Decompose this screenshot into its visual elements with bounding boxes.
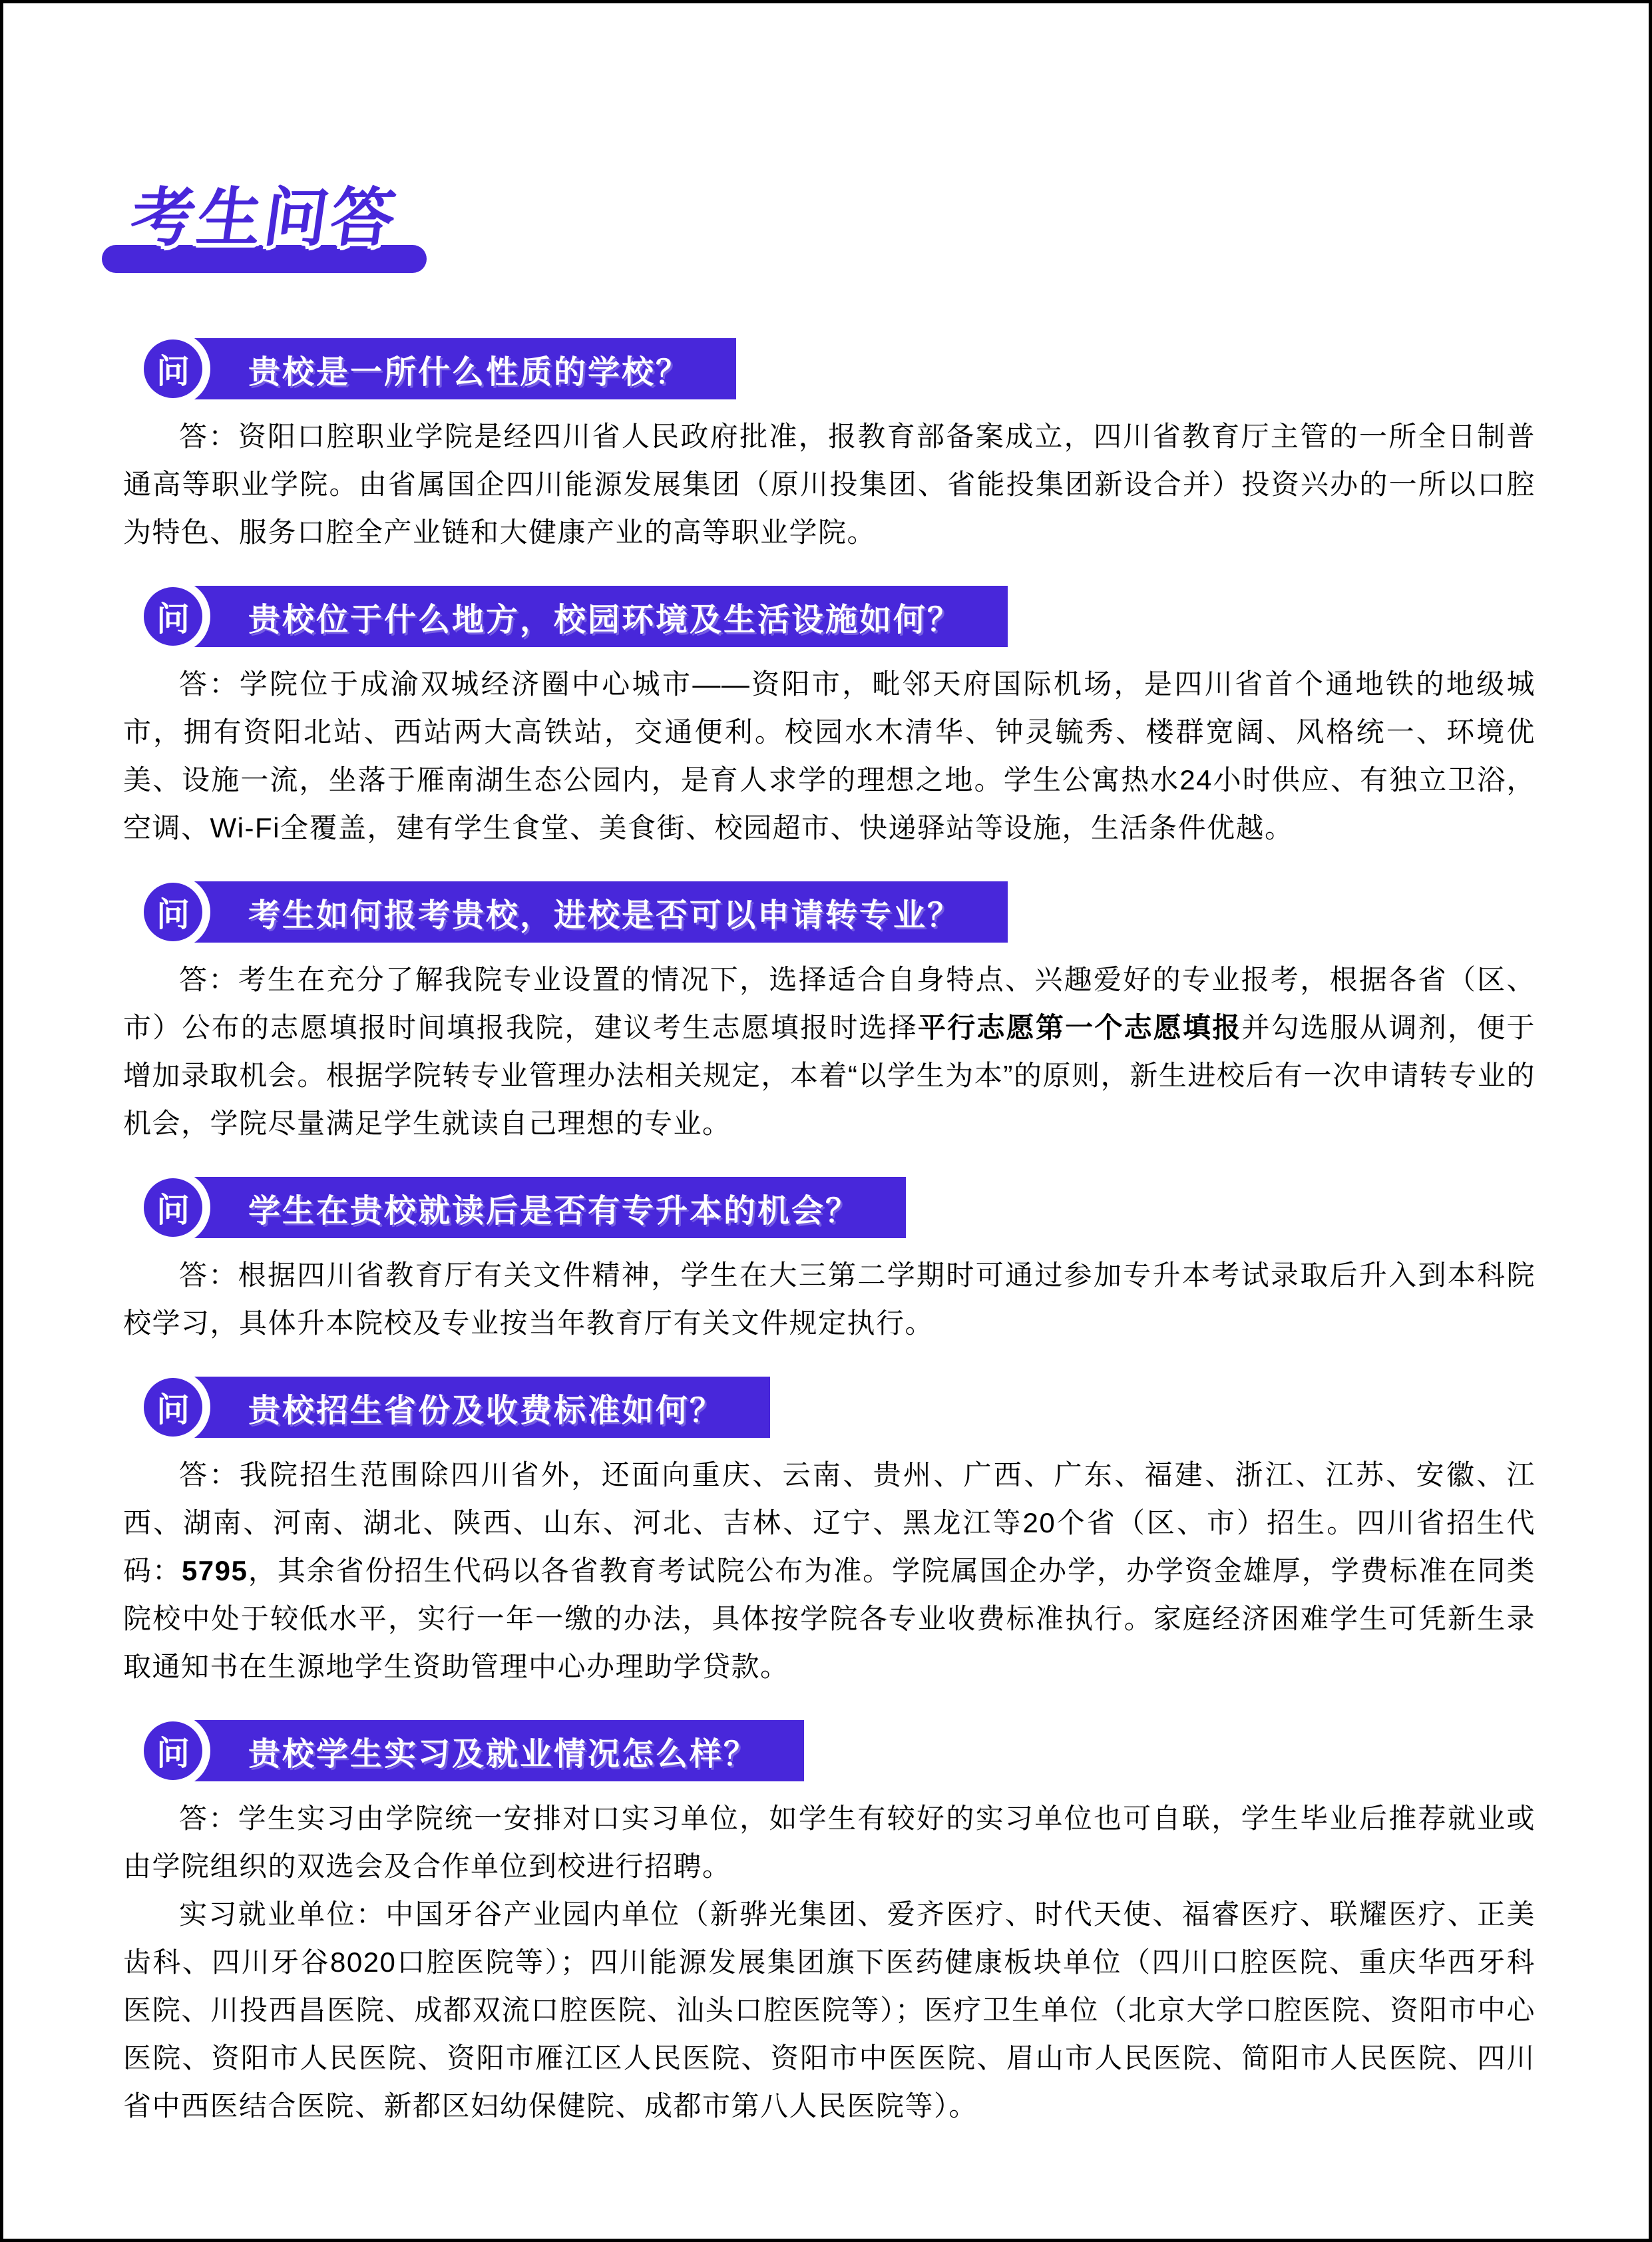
question-badge: 问	[144, 1721, 202, 1780]
page-title: 考生问答	[126, 182, 403, 254]
answer-block	[123, 956, 1536, 1148]
answer-paragraph: 答：学生实习由学院统一安排对口实习单位，如学生有较好的实习单位也可自联，学生毕业后推荐就业或由学院组织的双选会及合作单位到校进行招聘。	[123, 1803, 1536, 1882]
question-banner	[170, 1177, 906, 1238]
question-badge: 问	[144, 587, 202, 646]
question-banner-row	[140, 1720, 1536, 1781]
question-badge: 问	[144, 339, 202, 398]
question-banner-row	[140, 586, 1536, 647]
answer-block	[123, 1451, 1536, 1691]
question-badge: 问	[144, 1378, 202, 1437]
answer-block	[123, 1795, 1536, 2130]
answer-paragraph: 答：资阳口腔职业学院是经四川省人民政府批准，报教育部备案成立，四川省教育厅主管的一所全日制普通高等职业学院。由省属国企四川能源发展集团（原川投集团、省能投集团新设合并）投资兴办的一所以口腔为特色、服务口腔全产业链和大健康产业的高等职业学院。	[123, 421, 1536, 548]
question-text: 考生如何报考贵校，进校是否可以申请转专业？	[248, 897, 962, 933]
page-title-block	[102, 182, 608, 278]
answer-block	[123, 1251, 1536, 1347]
question-text: 贵校位于什么地方，校园环境及生活设施如何？	[248, 602, 962, 638]
question-banner-row	[140, 338, 1536, 399]
answer-block	[123, 413, 1536, 557]
question-text: 贵校招生省份及收费标准如何？	[248, 1393, 724, 1429]
answer-paragraph: 答：根据四川省教育厅有关文件精神，学生在大三第二学期时可通过参加专升本考试录取后升入到本科院校学习，具体升本院校及专业按当年教育厅有关文件规定执行。	[123, 1259, 1536, 1339]
question-text: 贵校是一所什么性质的学校？	[248, 354, 690, 390]
answer-block	[123, 660, 1536, 852]
qa-section-2	[123, 586, 1536, 852]
page-content	[3, 182, 1649, 2130]
answer-paragraph: 答：考生在充分了解我院专业设置的情况下，选择适合自身特点、兴趣爱好的专业报考，根据各省（区、市）公布的志愿填报时间填报我院，建议考生志愿填报时选择平行志愿第一个志愿填报并勾选服从调剂，便于增加录取机会。根据学院转专业管理办法相关规定，本着“以学生为本”的原则，新生进校后有一次申请转专业的机会，学院尽量满足学生就读自己理想的专业。	[123, 964, 1536, 1139]
question-badge: 问	[144, 1178, 202, 1237]
question-text: 学生在贵校就读后是否有专升本的机会？	[248, 1193, 860, 1229]
question-banner	[170, 338, 736, 399]
question-banner-row	[140, 1377, 1536, 1438]
answer-paragraph: 答：学院位于成渝双城经济圈中心城市——资阳市，毗邻天府国际机场，是四川省首个通地铁的地级城市，拥有资阳北站、西站两大高铁站，交通便利。校园水木清华、钟灵毓秀、楼群宽阔、风格统一、环境优美、设施一流，坐落于雁南湖生态公园内，是育人求学的理想之地。学生公寓热水24小时供应、有独立卫浴，空调、Wi-Fi全覆盖，建有学生食堂、美食街、校园超市、快递驿站等设施，生活条件优越。	[123, 668, 1536, 843]
question-banner	[170, 881, 1008, 943]
answer-paragraph: 答：我院招生范围除四川省外，还面向重庆、云南、贵州、广西、广东、福建、浙江、江苏、安徽、江西、湖南、河南、湖北、陕西、山东、河北、吉林、辽宁、黑龙江等20个省（区、市）招生。四川省招生代码：5795，其余省份招生代码以各省教育考试院公布为准。学院属国企办学，办学资金雄厚，学费标准在同类院校中处于较低水平，实行一年一缴的办法，具体按学院各专业收费标准执行。家庭经济困难学生可凭新生录取通知书在生源地学生资助管理中心办理助学贷款。	[123, 1459, 1536, 1682]
qa-section-6	[123, 1720, 1536, 2130]
qa-section-5	[123, 1377, 1536, 1691]
question-text: 贵校学生实习及就业情况怎么样？	[248, 1736, 758, 1772]
question-banner	[170, 1720, 804, 1781]
answer-paragraph: 实习就业单位：中国牙谷产业园内单位（新骅光集团、爱齐医疗、时代天使、福睿医疗、联耀医疗、正美齿科、四川牙谷8020口腔医院等）；四川能源发展集团旗下医药健康板块单位（四川口腔医院、重庆华西牙科医院、川投西昌医院、成都双流口腔医院、汕头口腔医院等）；医疗卫生单位（北京大学口腔医院、资阳市中心医院、资阳市人民医院、资阳市雁江区人民医院、资阳市中医医院、眉山市人民医院、简阳市人民医院、四川省中西医结合医院、新都区妇幼保健院、成都市第八人民医院等）。	[123, 1899, 1536, 2122]
question-banner-row	[140, 881, 1536, 943]
question-banner	[170, 1377, 770, 1438]
question-badge: 问	[144, 883, 202, 941]
question-banner	[170, 586, 1008, 647]
qa-section-4	[123, 1177, 1536, 1347]
question-banner-row	[140, 1177, 1536, 1238]
qa-section-1	[123, 338, 1536, 557]
qa-section-3	[123, 881, 1536, 1148]
